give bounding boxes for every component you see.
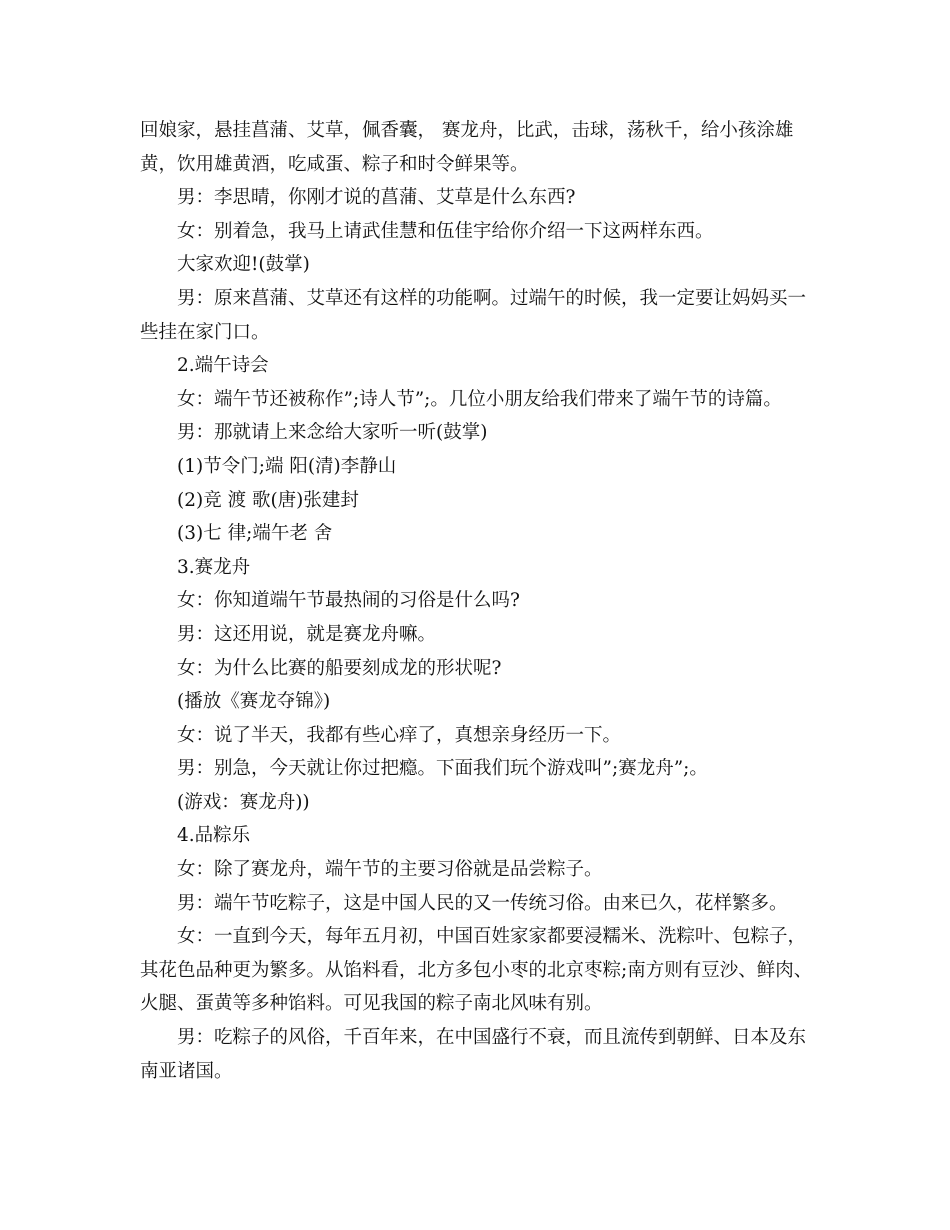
text-line: 男：李思晴，你刚才说的菖蒲、艾草是什么东西? [177,187,576,209]
text-line: 些挂在家门口。 [140,321,270,343]
text-line: 2.端午诗会 [177,355,269,377]
text-line: (1)节令门;端 阳(清)李静山 [177,455,397,477]
text-line: 3.赛龙舟 [177,556,251,578]
text-line: 男：这还用说，就是赛龙舟嘛。 [177,623,437,645]
text-line: 回娘家，悬挂菖蒲、艾草，佩香囊， 赛龙舟，比武，击球，荡秋千，给小孩涂雄 [140,120,794,141]
text-line: (播放《赛龙夺锦》) [177,691,331,713]
text-line: (3)七 律;端午老 舍 [177,523,333,545]
document-body [140,114,820,1088]
text-line: 男：那就请上来念给大家听一听(鼓掌) [177,422,488,444]
text-line: 男：吃粽子的风俗，千百年来，在中国盛行不衰，而且流传到朝鲜、日本及东 [177,1027,807,1049]
text-line: 4.品粽乐 [177,825,251,847]
text-line: 女：端午节还被称作”;诗人节”;。几位小朋友给我们带来了端午节的诗篇。 [177,388,782,410]
text-line: 黄，饮用雄黄酒，吃咸蛋、粽子和时令鲜果等。 [140,153,529,175]
text-line: 其花色品种更为繁多。从馅料看，北方多包小枣的北京枣粽;南方则有豆沙、鲜肉、 [140,959,813,981]
text-line: 女：别着急，我马上请武佳慧和伍佳宇给你介绍一下这两样东西。 [177,220,714,242]
text-line: (2)竞 渡 歌(唐)张建封 [177,489,359,511]
text-line: 大家欢迎!(鼓掌) [177,254,310,276]
text-line: 女：除了赛龙舟，端午节的主要习俗就是品尝粽子。 [177,859,603,881]
text-line: 南亚诸国。 [140,1060,233,1082]
text-line: 火腿、蛋黄等多种馅料。可见我国的粽子南北风味有别。 [140,993,603,1015]
text-line: 女：一直到今天，每年五月初，中国百姓家家都要浸糯米、洗粽叶、包粽子， [177,926,807,948]
text-line: 女：为什么比赛的船要刻成龙的形状呢? [177,657,502,679]
text-line: 男：别急，今天就让你过把瘾。下面我们玩个游戏叫”;赛龙舟”;。 [177,758,708,780]
text-line: 男：端午节吃粽子，这是中国人民的又一传统习俗。由来已久，花样繁多。 [177,892,788,914]
text-line: 女：你知道端午节最热闹的习俗是什么吗? [177,590,520,612]
text-line: (游戏：赛龙舟)) [177,791,310,813]
text-line: 女：说了半天，我都有些心痒了，真想亲身经历一下。 [177,724,622,746]
text-line: 男：原来菖蒲、艾草还有这样的功能啊。过端午的时候，我一定要让妈妈买一 [177,287,807,309]
